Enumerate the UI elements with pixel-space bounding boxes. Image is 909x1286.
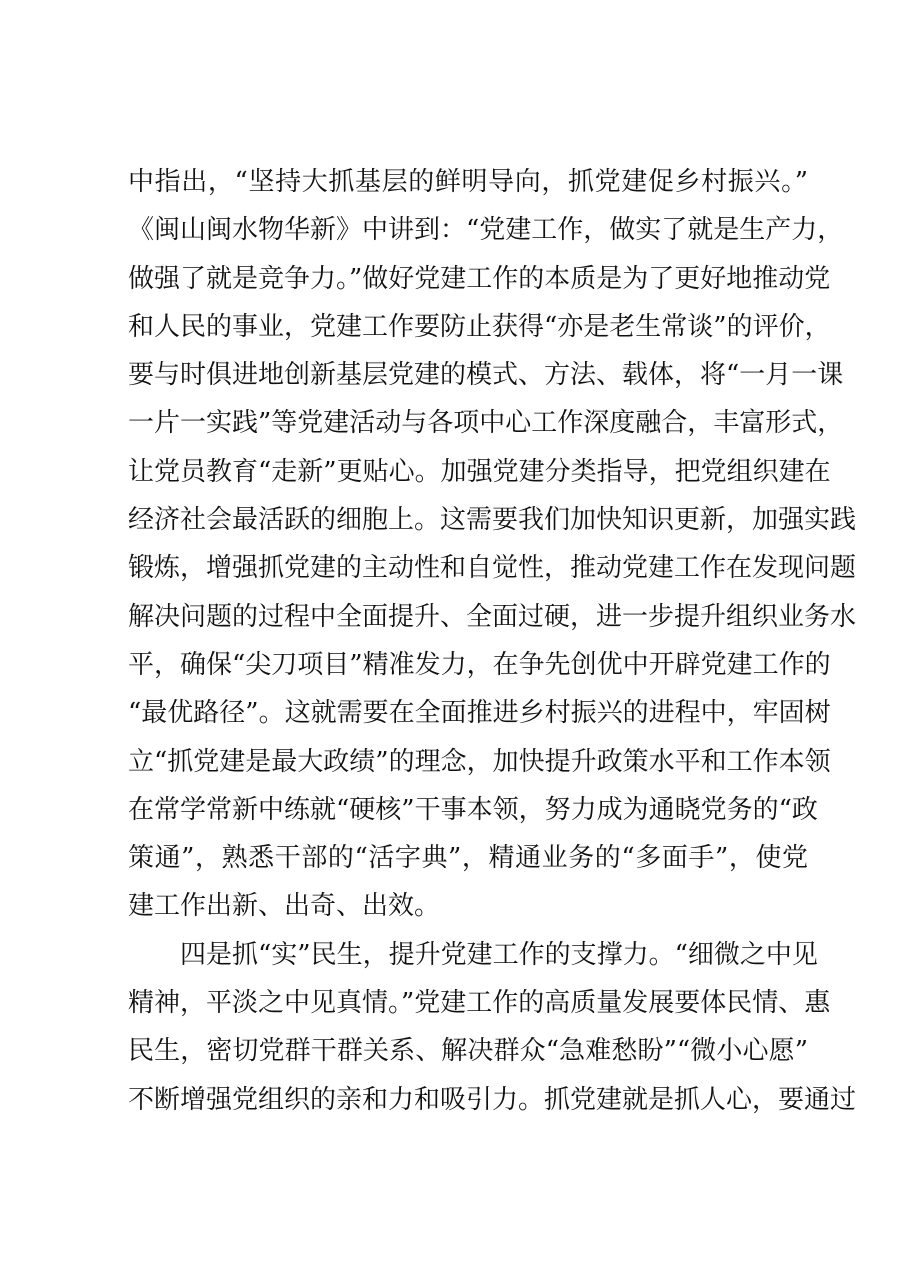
text-line: 精神，平淡之中见真情。”党建工作的高质量发展要体民情、惠 xyxy=(128,988,831,1019)
text-line: 立“抓党建是最大政绩”的理念，加快提升政策水平和工作本领 xyxy=(128,746,831,777)
text-line: 四是抓“实”民生，提升党建工作的支撑力。“细微之中见 xyxy=(180,939,818,970)
text-line: “最优路径”。这就需要在全面推进乡村振兴的进程中，牢固树 xyxy=(128,698,831,729)
text-line: 经济社会最活跃的细胞上。这需要我们加快知识更新，加强实践 xyxy=(128,505,857,536)
text-line: 做强了就是竞争力。”做好党建工作的本质是为了更好地推动党 xyxy=(128,263,831,294)
text-line: 解决问题的过程中全面提升、全面过硬，进一步提升组织业务水 xyxy=(128,601,857,632)
text-line: 不断增强党组织的亲和力和吸引力。抓党建就是抓人心，要通过 xyxy=(128,1084,857,1115)
text-line: 让党员教育“走新”更贴心。加强党建分类指导，把党组织建在 xyxy=(128,456,831,487)
text-line: 要与时俱进地创新基层党建的模式、方法、载体，将“一月一课 xyxy=(128,360,844,391)
text-line: 锻炼，增强抓党建的主动性和自觉性，推动党建工作在发现问题 xyxy=(128,553,857,584)
text-line: 平，确保“尖刀项目”精准发力，在争先创优中开辟党建工作的 xyxy=(128,649,831,680)
text-line: 建工作出新、出奇、出效。 xyxy=(128,891,441,922)
text-line: 策通”，熟悉干部的“活字典”，精通业务的“多面手”，使党 xyxy=(128,843,808,874)
text-line: 一片一实践”等党建活动与各项中心工作深度融合，丰富形式， xyxy=(128,408,844,439)
body-text xyxy=(128,158,857,1124)
text-line: 《闽山闽水物华新》中讲到：“党建工作，做实了就是生产力， xyxy=(128,215,844,246)
text-line: 在常学常新中练就“硬核”干事本领，努力成为通晓党务的“政 xyxy=(128,794,818,825)
text-line: 中指出，“坚持大抓基层的鲜明导向，抓党建促乡村振兴。” xyxy=(128,167,808,197)
text-line: 和人民的事业，党建工作要防止获得“亦是老生常谈”的评价， xyxy=(128,311,831,342)
text-line: 民生，密切党群干群关系、解决群众“急难愁盼”“微小心愿” xyxy=(128,1036,808,1067)
